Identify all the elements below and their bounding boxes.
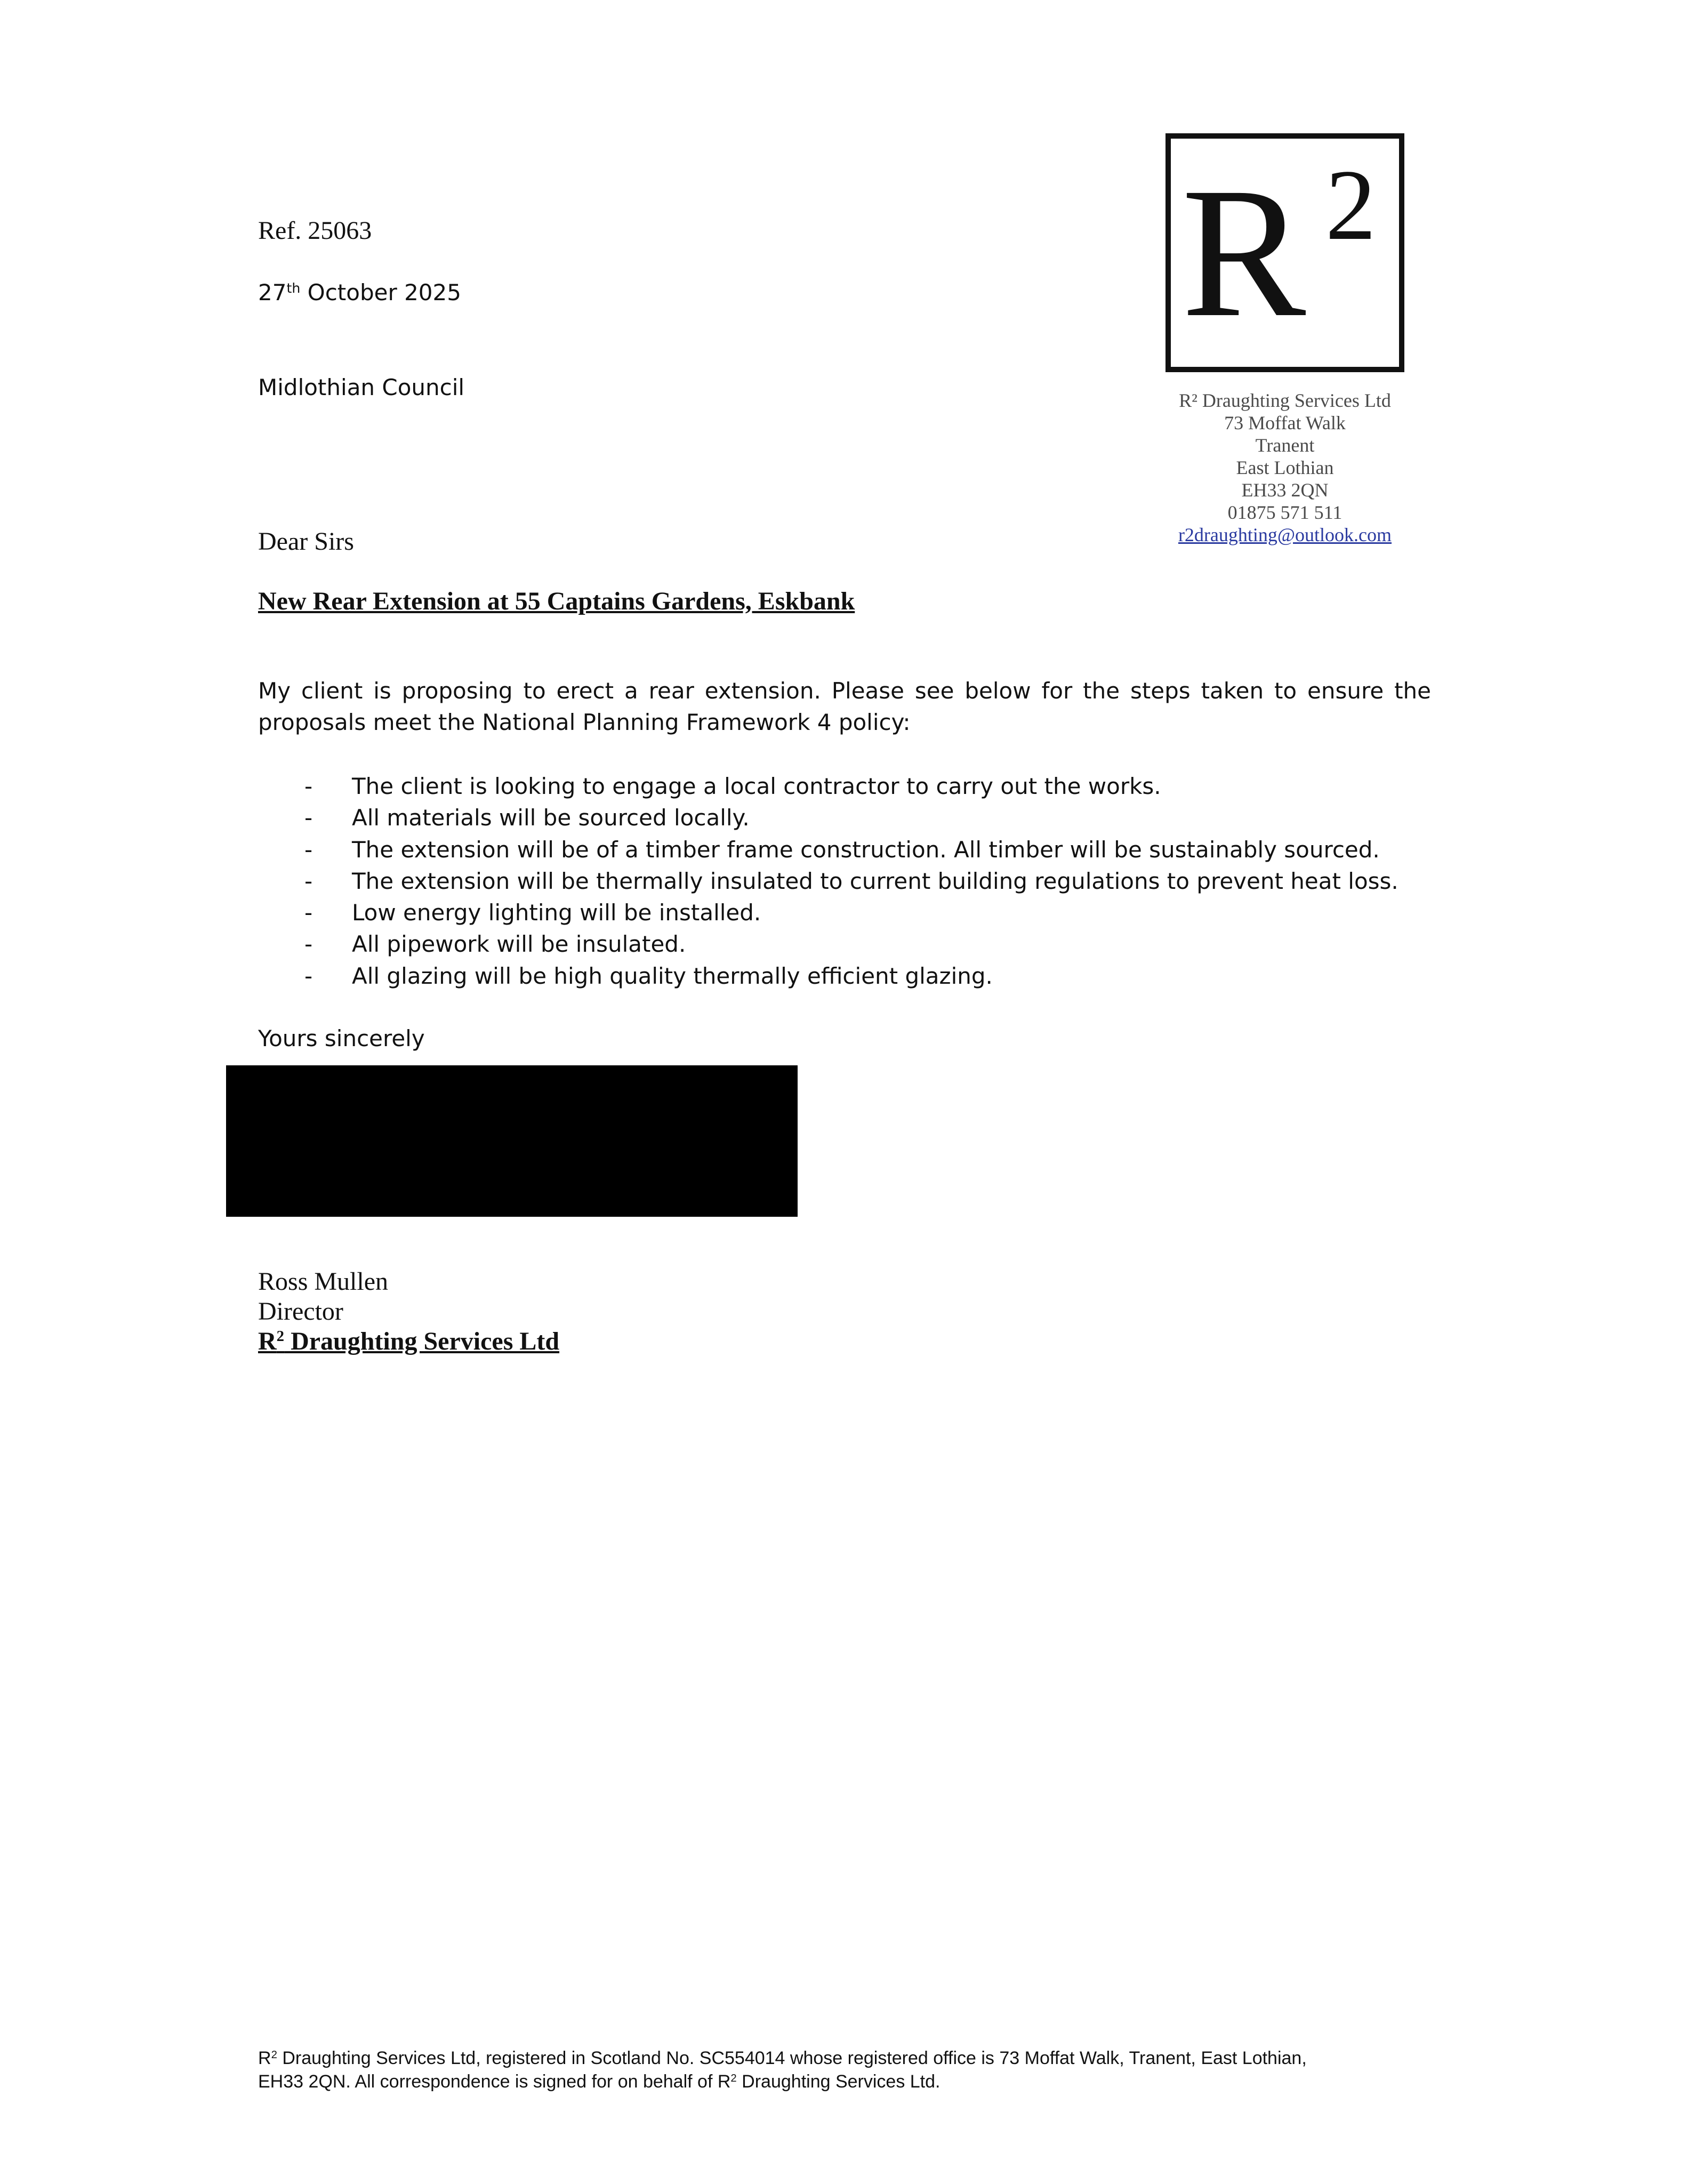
logo-address-region: East Lothian <box>1236 457 1334 478</box>
footer-line-2 <box>258 2070 1307 2093</box>
intro-paragraph: My client is proposing to erect a rear extension. Please see below for the steps taken to ensure the proposals meet the National Planning Framework 4 policy: <box>258 678 1431 735</box>
list-item-text: All pipework will be insulated. <box>352 931 686 958</box>
footer-line-1 <box>258 2046 1307 2070</box>
list-item-text: Low energy lighting will be installed. <box>352 900 761 926</box>
list-item <box>258 897 1398 928</box>
logo-address-postcode: EH33 2QN <box>1241 479 1329 501</box>
logo-phone: 01875 571 511 <box>1227 502 1343 523</box>
salutation: Dear Sirs <box>258 527 354 556</box>
list-item <box>258 865 1398 897</box>
logo-email-link[interactable]: r2draughting@outlook.com <box>1178 524 1392 545</box>
list-item-text: All glazing will be high quality thermally efficient glazing. <box>352 962 993 989</box>
measures-list <box>258 770 1398 992</box>
date-day: 27 <box>258 279 287 306</box>
date-suffix: th <box>286 280 301 296</box>
date-month-year: October 2025 <box>300 279 461 306</box>
footer-sup-2: 2 <box>730 2072 737 2084</box>
list-item-text: All materials will be sourced locally. <box>352 805 750 831</box>
footer-sup: 2 <box>271 2049 277 2061</box>
list-item <box>258 928 1398 960</box>
reference-number: Ref. 25063 <box>258 216 372 245</box>
list-item <box>258 834 1398 865</box>
company-superscript: 2 <box>276 1328 285 1345</box>
bullet-dash: - <box>304 773 313 799</box>
bullet-dash: - <box>304 931 313 958</box>
list-item-text: The extension will be thermally insulated to current building regulations to prevent heat loss. <box>352 868 1398 894</box>
company-logo <box>1165 133 1404 372</box>
letter-date <box>258 278 461 308</box>
bullet-dash: - <box>304 962 313 989</box>
footer-line-2-end: Draughting Services Ltd. <box>736 2071 941 2092</box>
signatory-name: Ross Mullen <box>258 1267 389 1296</box>
closing: Yours sincerely <box>258 1025 425 1051</box>
list-item-text: The extension will be of a timber frame construction. All timber will be sustainably sourced. <box>352 836 1380 863</box>
footer-registration <box>258 2046 1307 2093</box>
list-item-text: The client is looking to engage a local contractor to carry out the works. <box>352 773 1161 799</box>
logo-address-street: 73 Moffat Walk <box>1224 412 1346 433</box>
list-item <box>258 802 1398 833</box>
logo-company-name: R² Draughting Services Ltd <box>1179 390 1391 411</box>
redacted-signature <box>226 1065 798 1217</box>
company-name-rest: Draughting Services Ltd <box>284 1327 560 1355</box>
logo-address-town: Tranent <box>1255 435 1315 456</box>
signatory-company <box>258 1327 559 1356</box>
subject-heading: New Rear Extension at 55 Captains Gardens, Eskbank <box>258 587 855 615</box>
bullet-dash: - <box>304 805 313 831</box>
bullet-dash: - <box>304 836 313 863</box>
list-item <box>258 960 1398 992</box>
company-r: R <box>258 1327 277 1355</box>
list-item <box>258 770 1398 802</box>
footer-line-1-text: Draughting Services Ltd, registered in Scotland No. SC554014 whose registered office is 73 Moffat Walk, Tranent, East Lothian, <box>277 2048 1307 2068</box>
footer-r: R <box>258 2048 271 2068</box>
bullet-dash: - <box>304 868 313 894</box>
recipient: Midlothian Council <box>258 374 465 400</box>
logo-superscript: 2 <box>1325 149 1376 261</box>
bullet-dash: - <box>304 900 313 926</box>
logo-letter: R <box>1181 149 1306 356</box>
footer-line-2-text: EH33 2QN. All correspondence is signed for on behalf of R <box>258 2071 731 2092</box>
signatory-title: Director <box>258 1297 343 1326</box>
